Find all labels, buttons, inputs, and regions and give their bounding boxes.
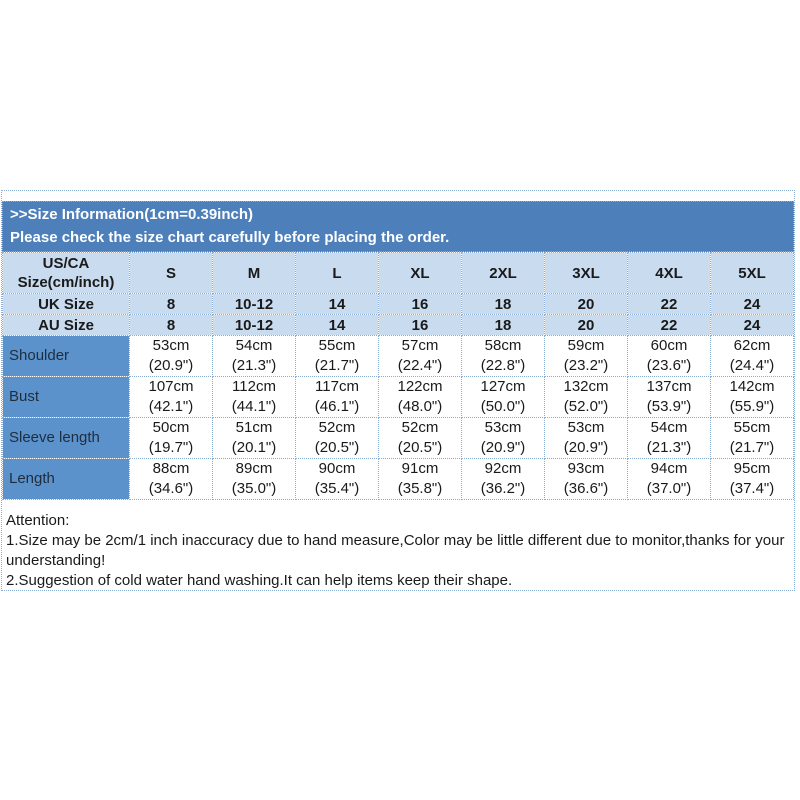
measurement-cm: 51cm — [235, 419, 273, 436]
measurement-cm: 53cm — [484, 419, 522, 436]
measurement-cm: 54cm — [235, 337, 273, 354]
measurement-inch: (48.0") — [397, 398, 443, 415]
measurement-inch: (20.5") — [397, 439, 443, 456]
measurement-cm: 142cm — [729, 378, 775, 395]
measurement-inch: (44.1") — [231, 398, 277, 415]
measurement-cell — [628, 459, 711, 500]
measurement-inch: (20.1") — [231, 439, 277, 456]
measurement-cm: 92cm — [484, 460, 522, 477]
measurement-cell — [296, 459, 379, 500]
measurement-cm: 58cm — [484, 337, 522, 354]
measurement-inch: (34.6") — [148, 480, 194, 497]
table-header-row — [3, 253, 794, 294]
measurement-cell — [379, 418, 462, 459]
measurement-inch: (20.5") — [314, 439, 360, 456]
corner-header — [3, 253, 130, 294]
measurement-cell — [628, 418, 711, 459]
measurement-cm: 137cm — [646, 378, 692, 395]
measurement-cell — [296, 336, 379, 377]
measurement-inch: (21.3") — [231, 357, 277, 374]
measurement-inch: (21.7") — [729, 439, 775, 456]
measurement-inch: (21.7") — [314, 357, 360, 374]
measurement-inch: (23.2") — [563, 357, 609, 374]
measurement-inch: (24.4") — [729, 357, 775, 374]
measurement-row — [3, 377, 794, 418]
measurement-cm: 52cm — [401, 419, 439, 436]
size-info-title: >>Size Information(1cm=0.39inch) — [10, 206, 253, 223]
measurement-cell — [545, 377, 628, 418]
measurement-row-label: Bust — [3, 377, 130, 418]
size-value-cell: 22 — [628, 294, 711, 315]
measurement-cell — [462, 459, 545, 500]
measurement-inch: (23.6") — [646, 357, 692, 374]
measurement-cell — [130, 418, 213, 459]
size-value-cell: 22 — [628, 315, 711, 336]
measurement-cell — [379, 459, 462, 500]
measurement-cell — [462, 418, 545, 459]
measurement-inch: (21.3") — [646, 439, 692, 456]
attention-heading: Attention: — [6, 512, 70, 529]
measurement-cm: 117cm — [315, 378, 359, 395]
measurement-cell — [545, 418, 628, 459]
measurement-cm: 90cm — [318, 460, 356, 477]
measurement-cm: 50cm — [152, 419, 190, 436]
measurement-cm: 132cm — [563, 378, 609, 395]
measurement-inch: (20.9") — [563, 439, 609, 456]
measurement-cell — [545, 459, 628, 500]
measurement-cm: 62cm — [733, 337, 771, 354]
size-value-cell: 8 — [130, 315, 213, 336]
size-value-cell: 16 — [379, 315, 462, 336]
size-value-cell: 14 — [296, 294, 379, 315]
measurement-cell — [628, 377, 711, 418]
measurement-cell — [711, 459, 794, 500]
size-info-banner — [2, 201, 794, 252]
measurement-inch: (50.0") — [480, 398, 526, 415]
corner-header-line: US/CA — [42, 255, 90, 272]
measurement-cm: 94cm — [650, 460, 688, 477]
measurement-cell — [711, 336, 794, 377]
measurement-cell — [213, 418, 296, 459]
measurement-cell — [213, 459, 296, 500]
measurement-inch: (22.8") — [480, 357, 526, 374]
measurement-inch: (20.9") — [148, 357, 194, 374]
measurement-cell — [379, 377, 462, 418]
measurement-cm: 52cm — [318, 419, 356, 436]
measurement-inch: (46.1") — [314, 398, 360, 415]
size-value-cell: 10-12 — [213, 294, 296, 315]
size-value-cell: 10-12 — [213, 315, 296, 336]
measurement-row — [3, 459, 794, 500]
measurement-inch: (35.0") — [231, 480, 277, 497]
size-column-header: S — [130, 253, 213, 294]
measurement-inch: (22.4") — [397, 357, 443, 374]
measurement-cell — [711, 418, 794, 459]
measurement-row — [3, 418, 794, 459]
size-column-header: 5XL — [711, 253, 794, 294]
measurement-cm: 91cm — [401, 460, 439, 477]
size-column-header: 3XL — [545, 253, 628, 294]
measurement-cell — [462, 336, 545, 377]
measurement-cell — [296, 377, 379, 418]
size-value-cell: 16 — [379, 294, 462, 315]
measurement-cell — [213, 377, 296, 418]
measurement-cell — [462, 377, 545, 418]
measurement-cell — [213, 336, 296, 377]
attention-note-2: 2.Suggestion of cold water hand washing.It can help items keep their shape. — [6, 572, 513, 589]
size-row — [3, 294, 794, 315]
measurement-cm: 112cm — [232, 378, 276, 395]
size-column-header: L — [296, 253, 379, 294]
measurement-row-label: Shoulder — [3, 336, 130, 377]
size-value-cell: 8 — [130, 294, 213, 315]
measurement-cell — [130, 336, 213, 377]
measurement-cm: 54cm — [650, 419, 688, 436]
measurement-cm: 107cm — [148, 378, 194, 395]
attention-note-1: 1.Size may be 2cm/1 inch inaccuracy due to hand measure,Color may be little different due to monitor,thanks for your understanding! — [6, 532, 785, 569]
measurement-cm: 122cm — [397, 378, 443, 395]
measurement-cm: 95cm — [733, 460, 771, 477]
size-chart-panel — [1, 190, 795, 591]
size-column-header: 4XL — [628, 253, 711, 294]
size-column-header: M — [213, 253, 296, 294]
size-value-cell: 14 — [296, 315, 379, 336]
measurement-inch: (37.4") — [729, 480, 775, 497]
measurement-row-label: Length — [3, 459, 130, 500]
measurement-cell — [545, 336, 628, 377]
size-value-cell: 20 — [545, 315, 628, 336]
measurement-cm: 53cm — [567, 419, 605, 436]
measurement-inch: (19.7") — [148, 439, 194, 456]
size-row — [3, 315, 794, 336]
measurement-cell — [130, 377, 213, 418]
measurement-cm: 93cm — [567, 460, 605, 477]
measurement-row-label: Sleeve length — [3, 418, 130, 459]
attention-note — [2, 500, 794, 591]
measurement-cm: 60cm — [650, 337, 688, 354]
size-value-cell: 20 — [545, 294, 628, 315]
measurement-cm: 53cm — [152, 337, 190, 354]
measurement-cm: 127cm — [480, 378, 526, 395]
measurement-inch: (55.9") — [729, 398, 775, 415]
measurement-row — [3, 336, 794, 377]
measurement-cell — [711, 377, 794, 418]
measurement-inch: (37.0") — [646, 480, 692, 497]
size-column-header: XL — [379, 253, 462, 294]
measurement-inch: (20.9") — [480, 439, 526, 456]
measurement-cm: 89cm — [235, 460, 273, 477]
measurement-cm: 55cm — [733, 419, 771, 436]
size-value-cell: 18 — [462, 315, 545, 336]
measurement-cell — [296, 418, 379, 459]
size-value-cell: 18 — [462, 294, 545, 315]
measurement-cell — [628, 336, 711, 377]
corner-header-line: Size(cm/inch) — [17, 274, 115, 291]
measurement-cm: 88cm — [152, 460, 190, 477]
measurement-cell — [130, 459, 213, 500]
measurement-cm: 55cm — [318, 337, 356, 354]
measurement-inch: (36.6") — [563, 480, 609, 497]
measurement-inch: (35.8") — [397, 480, 443, 497]
size-table — [2, 252, 794, 500]
measurement-inch: (35.4") — [314, 480, 360, 497]
measurement-cm: 59cm — [567, 337, 605, 354]
measurement-cell — [379, 336, 462, 377]
measurement-inch: (53.9") — [646, 398, 692, 415]
size-row-label: UK Size — [3, 294, 130, 315]
size-row-label: AU Size — [3, 315, 130, 336]
measurement-cm: 57cm — [401, 337, 439, 354]
size-value-cell: 24 — [711, 315, 794, 336]
size-value-cell: 24 — [711, 294, 794, 315]
size-column-header: 2XL — [462, 253, 545, 294]
measurement-inch: (36.2") — [480, 480, 526, 497]
size-info-subtitle: Please check the size chart carefully before placing the order. — [10, 229, 450, 246]
measurement-inch: (42.1") — [148, 398, 194, 415]
measurement-inch: (52.0") — [563, 398, 609, 415]
